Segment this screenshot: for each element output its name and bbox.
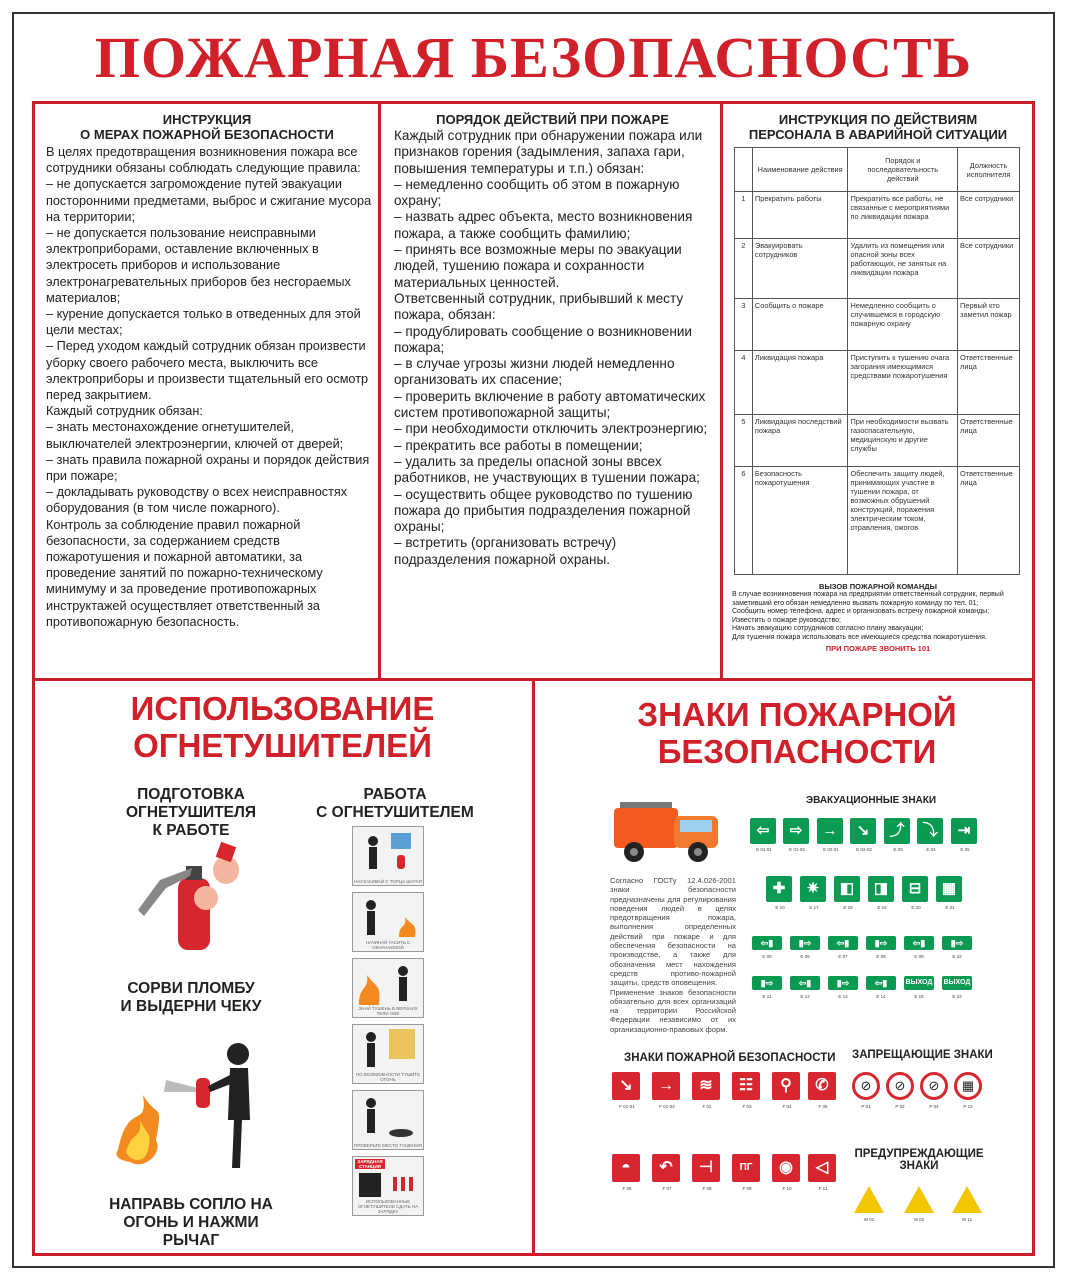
fire-procedure: [390, 112, 715, 686]
exit-arrow-icon: ⇦▮: [828, 936, 858, 950]
sign-code: F 05: [818, 1104, 828, 1109]
exit-door-icon: ⊟: [902, 876, 928, 902]
sign-code: F 11: [818, 1186, 828, 1191]
step-4-caption: ПО ВОЗМОЖНОСТИ ТУШИТЕ ОГОНЬ: [355, 1072, 421, 1082]
step-2-illustration: [353, 893, 423, 945]
exit-arrow-icon: ▮⇨: [942, 936, 972, 950]
table-cell: Безопасность пожаротушения: [752, 467, 848, 575]
sign-code: F 04: [782, 1104, 792, 1109]
fire-extinguisher-icon: ⚲: [772, 1072, 800, 1100]
exit-person-icon: ⇥: [951, 818, 977, 844]
table-cell: Первый кто заметил пожар: [958, 299, 1020, 351]
prep-heading: ПОДГОТОВКА ОГНЕТУШИТЕЛЯ К РАБОТЕ: [125, 786, 257, 839]
col3-heading: ИНСТРУКЦИЯ ПО ДЕЙСТВИЯМ ПЕРСОНАЛА В АВАРИЙНОЙ СИТУАЦИИ: [748, 112, 1008, 142]
step-4-illustration: [353, 1025, 423, 1077]
step-1-caption: НАСКАКИВАЙ С ТОРЦА ШАГАЯ: [354, 879, 422, 884]
evac-signs-row-3: [752, 936, 992, 972]
work-step-2: [352, 892, 424, 952]
sign-code: E 05: [762, 954, 772, 959]
fire-signs-row-2: [612, 1154, 842, 1226]
work-step-1: [352, 826, 424, 886]
sign-code: P 04: [929, 1104, 939, 1109]
door-icon: ◧: [834, 876, 860, 902]
table-cell: 1: [735, 192, 753, 239]
table-cell: Сообщить о пожаре: [752, 299, 848, 351]
step-5-illustration: [353, 1091, 423, 1143]
sign-code: F 01-01: [619, 1104, 635, 1109]
col2-text: Каждый сотрудник при обнаружении пожара или признаков горения (задымления, запаха гари, повышения температуры и т.п.) обязан: – немедленно сообщить об этом в пожарную охрану; – назвать адрес объекта, место возникновения пожара, а также сообщить фамилию; – принять все возможные меры по эвакуации людей, тушению пожара и сохранности материальных ценностей. Ответсвенный сотрудник, прибывший к месту пожара, обязан: – продублировать сообщение о возникновении пожара; – в случае угрозы жизни людей немедленно организовать их спасение; – проверить включение в работу автоматических систем противопожарной защиты; – при необходимости отключить электроэнергию; – прекратить все работы в помещении; – удалить за пределы опасной зоны ввсех работников, не участвующих в тушении пожара; – осуществить общее руководство по тушению пожара до прибытия подразделения пожарной охраны; – встретить (организовать встречу) подразделения пожарной охраны.: [394, 128, 708, 567]
gost-text: Согласно ГОСТу 12.4.026-2001 знаки безопасности предназначены для регулирования поведения людей в целях предотвращения пожара, выполнения определенных действий при пожаре и для обеспечения безопасности на производстве, а также для обозначения мест нахождения средств противо-пожарной защиты, средств оповещения. Применение знаков безопасности обязательно для всех организаций на территории Российской Федерации независимо от их организационно-правовых форм.: [610, 876, 736, 1034]
sign-code: W 01: [863, 1217, 875, 1222]
table-row: [735, 415, 1020, 467]
sign-code: E 17: [809, 905, 819, 910]
table-row: [735, 351, 1020, 415]
call-heading: ВЫЗОВ ПОЖАРНОЙ КОМАНДЫ: [819, 582, 937, 591]
fire-signs-title: ЗНАКИ ПОЖАРНОЙ БЕЗОПАСНОСТИ: [624, 1052, 836, 1064]
table-cell: Ликвидация последствий пожара: [752, 415, 848, 467]
assembly-icon: ▦: [936, 876, 962, 902]
table-header-row: [735, 148, 1020, 192]
table-cell: Ответственные лица: [958, 415, 1020, 467]
fire-hydrant-icon: ПГ: [732, 1154, 760, 1182]
evac-signs-row-1: [750, 818, 1010, 858]
sign-code: F 08: [702, 1186, 712, 1191]
table-cell: Обеспечить защиту людей, принимающих участие в тушении пожара, от возможных обрушений конструкций, поражения электрическим током, отравления, ожогов: [848, 467, 958, 575]
sign-code: P 01: [861, 1104, 871, 1109]
table-cell: Прекратить все работы, не связанные с мероприятиями по ликвидации пожара: [848, 192, 958, 239]
divider-1: [378, 101, 381, 681]
exit-arrow-icon: ⇦▮: [904, 936, 934, 950]
sign-code: E 12: [800, 994, 810, 999]
sign-code: E 01-01: [756, 847, 772, 852]
fire-alarm-icon: ◉: [772, 1154, 800, 1182]
sign-code: E 19: [877, 905, 887, 910]
stairs-icon: ⤵: [917, 818, 943, 844]
fire-phone-icon: ✆: [808, 1072, 836, 1100]
table-cell: 3: [735, 299, 753, 351]
sign-code: E 01-02: [789, 847, 805, 852]
extinguisher-illustration: [130, 840, 250, 955]
work-step-3: [352, 958, 424, 1018]
slide-door-icon: ◨: [868, 876, 894, 902]
step-6-caption: ИСПОЛЬЗОВАННЫЕ ОГНЕТУШИТЕЛИ СДАТЬ НА ЗАРЯДКУ: [357, 1199, 419, 1214]
work-heading: РАБОТА С ОГНЕТУШИТЕЛЕМ: [316, 786, 474, 821]
exit-arrow-icon: ⇦▮: [752, 936, 782, 950]
flammable-warning-icon: [854, 1186, 884, 1213]
sign-code: E 11: [762, 994, 772, 999]
sign-code: E 05: [960, 847, 970, 852]
sign-code: E 08: [876, 954, 886, 959]
sign-code: E 04: [926, 847, 936, 852]
table-header: [735, 148, 753, 192]
step-3-illustration: [353, 959, 423, 1011]
sign-code: E 06: [800, 954, 810, 959]
sign-code: W 11: [961, 1217, 973, 1222]
evac-signs-row-2: [766, 876, 996, 922]
actions-table: [734, 147, 1020, 575]
table-cell: 4: [735, 351, 753, 415]
sign-code: F 02: [702, 1104, 712, 1109]
table-cell: 2: [735, 239, 753, 299]
sign-code: F 01-02: [659, 1104, 675, 1109]
sign-code: E 21: [945, 905, 955, 910]
table-cell: 6: [735, 467, 753, 575]
fire-siren-icon: ◁: [808, 1154, 836, 1182]
evac-signs-title: ЭВАКУАЦИОННЫЕ ЗНАКИ: [806, 795, 937, 806]
signs-heading: ЗНАКИ ПОЖАРНОЙ БЕЗОПАСНОСТИ: [637, 696, 957, 770]
sign-code: F 10: [782, 1186, 792, 1191]
table-row: [735, 239, 1020, 299]
table-cell: Ликвидация пожара: [752, 351, 848, 415]
sign-code: E 20: [911, 905, 921, 910]
fire-arrow-icon: →: [652, 1072, 680, 1100]
stairs-icon: ⤴: [884, 818, 910, 844]
table-cell: Немедленно сообщить о случившемся в городскую пожарную охрану: [848, 299, 958, 351]
spraying-person-illustration: [108, 1040, 268, 1180]
arrow-right-icon: →: [817, 818, 843, 844]
table-header: Наименование действия: [752, 148, 848, 192]
sign-code: P 02: [895, 1104, 905, 1109]
no-blocking-icon: ▦: [954, 1072, 982, 1100]
ban-signs-row: [852, 1072, 992, 1132]
no-water-icon: ⊘: [920, 1072, 948, 1100]
exit-sign-icon: ⇦▮: [866, 976, 896, 990]
exit-sign-icon: ⇦▮: [790, 976, 820, 990]
sign-code: F 09: [742, 1186, 752, 1191]
fire-truck-illustration: [610, 796, 726, 868]
table-cell: Все сотрудники: [958, 239, 1020, 299]
sign-code: E 10: [775, 905, 785, 910]
table-cell: Приступить к тушению очага загорания имеющимися средствами пожаротушения: [848, 351, 958, 415]
table-row: [735, 299, 1020, 351]
exit-icon: ⇦: [750, 818, 776, 844]
fire-safety-instructions: [42, 112, 372, 686]
exit-sign-icon: ▮⇨: [752, 976, 782, 990]
fire-ladder-icon: ☷: [732, 1072, 760, 1100]
sign-code: F 06: [622, 1186, 632, 1191]
step-1-illustration: [353, 827, 423, 879]
emergency-instructions: [728, 112, 1028, 686]
step-5-caption: ПРОВЕРЬТЕ МЕСТО ТУШЕНИЯ: [354, 1143, 422, 1148]
fire-signs-row-1: [612, 1072, 842, 1144]
arrow-diagonal-icon: ↘: [850, 818, 876, 844]
sign-code: P 12: [963, 1104, 973, 1109]
work-step-6: [352, 1156, 424, 1216]
col1-text: В целях предотвращения возникновения пожара все сотрудники обязаны соблюдать следующие правила: – не допускается загромождение путей эвакуации посторонними предметами, выброс и сжигание мусора на территории; – не допускается пользование неисправными электроприборами, оставление включенных в электросеть приборов и использование электронагревательных приборов без несгораемых материалов; – курение допускается только в отведенных для этой цели местах; – Перед уходом каждый сотрудник обязан произвести уборку своего рабочего места, выключить все электроприборы и произвести тщательный его осмотр перед закрытием. Каждый сотрудник обязан: – знать местонахождение огнетушителей, выключателей электроэнергии, ключей от дверей; – знать правила пожарной охраны и порядок действия при пожаре; – докладывать руководству о всех неисправностях оборудования (в том числе пожарного). Контроль за соблюдение правил пожарной безопасности, за содержанием средств пожаротушения и пожарной автоматики, за проведение занятий по пожарно-техническому минимуму и за проведение противопожарных инструктажей осуществляет ответственный за противопожарную безопасность.: [46, 145, 372, 629]
fire-hose-icon: ≋: [692, 1072, 720, 1100]
sign-code: E 02-02: [856, 847, 872, 852]
hazard-warning-icon: [952, 1186, 982, 1213]
sign-code: E 15: [914, 994, 924, 999]
no-smoking-icon: ⊘: [852, 1072, 880, 1100]
exit-text-sign: ВЫХОД: [942, 976, 972, 990]
sign-code: E 22: [952, 954, 962, 959]
table-cell: Удалить из помещения или опасной зоны всех работающих, не занятых на ликвидации пожара: [848, 239, 958, 299]
fire-arrow-icon: ↘: [612, 1072, 640, 1100]
no-fire-icon: ⊘: [886, 1072, 914, 1100]
fire-riser-icon: ⊣: [692, 1154, 720, 1182]
station-label: ЗАРЯДНАЯ СТАНЦИЯ: [355, 1159, 385, 1169]
sign-code: W 02: [913, 1217, 925, 1222]
work-step-5: [352, 1090, 424, 1150]
sign-code: E 03: [893, 847, 903, 852]
exit-arrow-icon: ▮⇨: [866, 936, 896, 950]
fire-water-icon: ↶: [652, 1154, 680, 1182]
work-step-4: [352, 1024, 424, 1084]
extinguisher-heading: ИСПОЛЬЗОВАНИЕ ОГНЕТУШИТЕЛЕЙ: [130, 690, 435, 764]
exit-text-sign: ВЫХОД: [904, 976, 934, 990]
ban-signs-title: ЗАПРЕЩАЮЩИЕ ЗНАКИ: [852, 1049, 993, 1061]
page-title: ПОЖАРНАЯ БЕЗОПАСНОСТЬ: [94, 25, 973, 90]
table-row: [735, 192, 1020, 239]
break-glass-icon: ✷: [800, 876, 826, 902]
table-cell: Прекратить работы: [752, 192, 848, 239]
exit-sign-icon: ▮⇨: [828, 976, 858, 990]
call-phone: ПРИ ПОЖАРЕ ЗВОНИТЬ 101: [825, 643, 931, 653]
table-header: Должность исполнителя: [958, 148, 1020, 192]
exit-icon: ⇨: [783, 818, 809, 844]
table-row: [735, 467, 1020, 575]
table-cell: Эвакуировать сотрудников: [752, 239, 848, 299]
explosive-warning-icon: [904, 1186, 934, 1213]
sign-code: E 18: [843, 905, 853, 910]
fire-dome-icon: ◓: [612, 1154, 640, 1182]
warn-signs-row: [852, 1186, 992, 1236]
step-2-caption: НАЧИНАЙ ГАСИТЬ С ОКНАЧАЕМОЙ: [365, 940, 411, 950]
sign-code: E 23: [952, 994, 962, 999]
step-3-caption: ЗНАЙ ТУШЕНЬ В ВЕРХНИХ ТЕЛИ ОБЕ: [358, 1006, 418, 1016]
table-cell: Все сотрудники: [958, 192, 1020, 239]
col2-heading: ПОРЯДОК ДЕЙСТВИЙ ПРИ ПОЖАРЕ: [436, 112, 669, 127]
aim-instruction: НАПРАВЬ СОПЛО НА ОГОНЬ И НАЖМИ РЫЧАГ: [109, 1196, 273, 1249]
sign-code: E 07: [838, 954, 848, 959]
evac-signs-row-4: [752, 976, 992, 1016]
first-aid-icon: ✚: [766, 876, 792, 902]
table-header: Порядок и последовательность действий: [848, 148, 958, 192]
sign-code: E 13: [838, 994, 848, 999]
table-cell: При необходимости вызвать газоспасательную, медицинскую и другие службы: [848, 415, 958, 467]
sign-code: E 09: [914, 954, 924, 959]
table-cell: Ответственные лица: [958, 467, 1020, 575]
warn-signs-title: ПРЕДУПРЕЖДАЮЩИЕ ЗНАКИ: [854, 1148, 984, 1172]
sign-code: E 14: [876, 994, 886, 999]
sign-code: F 03: [742, 1104, 752, 1109]
divider-2: [720, 101, 723, 681]
seal-instruction: СОРВИ ПЛОМБУ И ВЫДЕРНИ ЧЕКУ: [120, 980, 262, 1015]
sign-code: E 02-01: [823, 847, 839, 852]
table-cell: 5: [735, 415, 753, 467]
table-cell: Ответственные лица: [958, 351, 1020, 415]
sign-code: F 07: [662, 1186, 672, 1191]
call-text: В случае возникновения пожара на предприятии ответственный сотрудник, первый заметивший его обязан немедленно вызвать пожарную команду по тел. 01; Сообщить номер телефона, адрес и организовать встречу пожарной команды; Известить о пожаре руководство; Начать эвакуацию сотрудников согласно плану эвакуации; Для тушения пожара использовать все имеющиеся средства пожаротушения.: [732, 591, 1004, 641]
exit-arrow-icon: ▮⇨: [790, 936, 820, 950]
col1-heading: ИНСТРУКЦИЯ О МЕРАХ ПОЖАРНОЙ БЕЗОПАСНОСТИ: [80, 112, 334, 142]
